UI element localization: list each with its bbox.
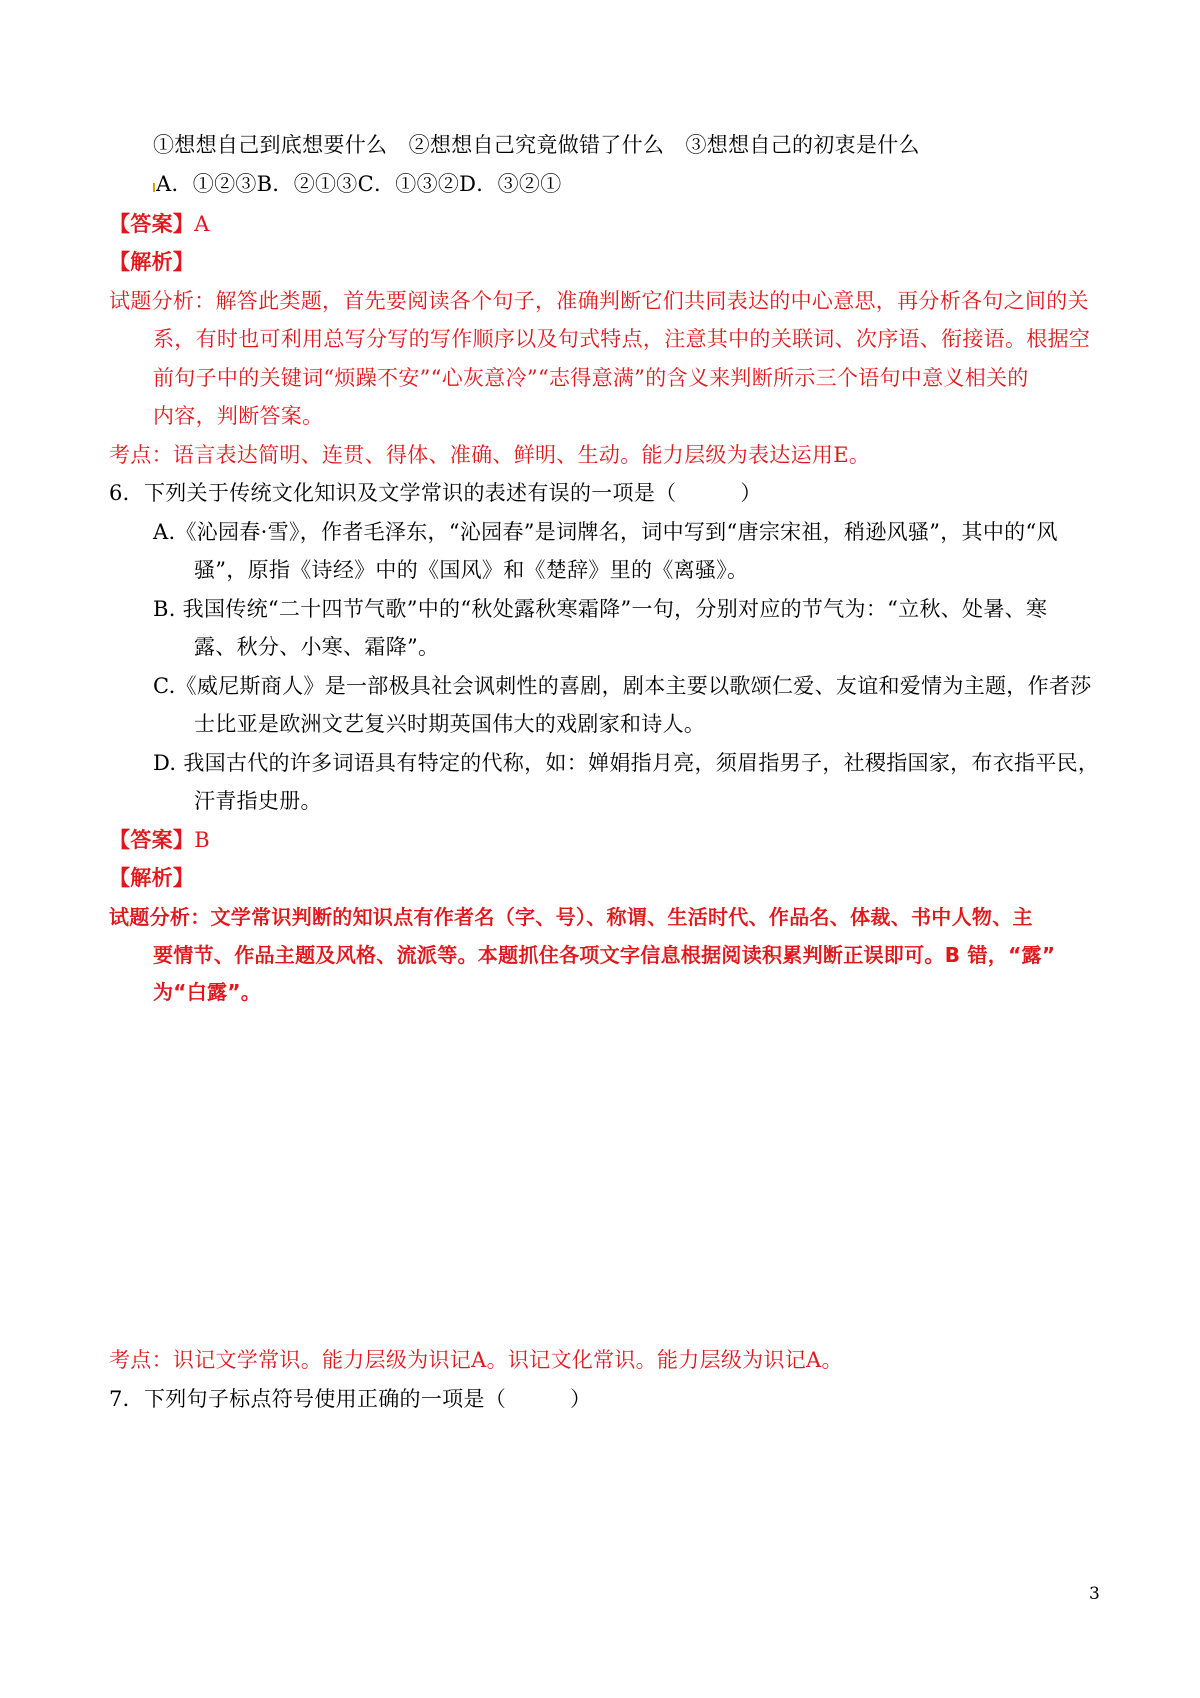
q5-analysis-line-3: 前句子中的关键词“烦躁不安”“心灰意冷”“志得意满”的含义来判断所示三个语句中意义相关的 <box>153 366 1029 390</box>
q5-analysis-line-4: 内容，判断答案。 <box>153 404 324 428</box>
q5-answer <box>109 210 210 238</box>
q6-option-d-line-2: 汗青指史册。 <box>194 789 322 813</box>
q5-analysis-label: 【解析】 <box>109 249 195 274</box>
q6-analysis-line-1: 试题分析：文学常识判断的知识点有作者名（字、号）、称谓、生活时代、作品名、体裁、书中人物、主 <box>109 905 1033 929</box>
q6-analysis-line-2: 要情节、作品主题及风格、流派等。本题抓住各项文字信息根据阅读积累判断正误即可。B 错，“露” <box>153 943 1056 967</box>
q6-stem: 6．下列关于传统文化知识及文学常识的表述有误的一项是（ ） <box>109 481 762 505</box>
highlight-mark <box>153 183 155 192</box>
q7-stem: 7．下列句子标点符号使用正确的一项是（ ） <box>109 1387 592 1411</box>
q5-analysis-line-2: 系，有时也可利用总写分写的写作顺序以及句式特点，注意其中的关联词、次序语、衔接语。根据空 <box>153 327 1091 351</box>
q6-option-b-line-1: B. 我国传统“二十四节气歌”中的“秋处露秋寒霜降”一句，分别对应的节气为：“立秋、处暑、寒 <box>153 597 1048 621</box>
q5-choices-line <box>153 170 562 198</box>
q6-kaodian: 考点：识记文学常识。能力层级为识记A。识记文化常识。能力层级为识记A。 <box>109 1348 843 1372</box>
q6-answer-label: 【答案】 <box>109 827 195 852</box>
q5-analysis-line-1: 试题分析：解答此类题，首先要阅读各个句子，准确判断它们共同表达的中心意思，再分析各句之间的关 <box>109 289 1089 313</box>
q5-answer-label: 【答案】 <box>109 211 195 236</box>
q6-analysis-label: 【解析】 <box>109 865 195 890</box>
q5-options-line: ①想想自己到底想要什么 ②想想自己究竟做错了什么 ③想想自己的初衷是什么 <box>153 133 920 157</box>
q6-option-c-line-2: 士比亚是欧洲文艺复兴时期英国伟大的戏剧家和诗人。 <box>194 712 706 736</box>
q5-choices-text: A．①②③B．②①③C．①③②D．③②① <box>156 172 562 196</box>
q5-kaodian: 考点：语言表达简明、连贯、得体、准确、鲜明、生动。能力层级为表达运用E。 <box>109 443 871 467</box>
q6-option-b-line-2: 露、秋分、小寒、霜降”。 <box>194 635 440 659</box>
q6-option-a-line-2: 骚”，原指《诗经》中的《国风》和《楚辞》里的《离骚》。 <box>194 558 749 582</box>
q6-answer <box>109 826 210 854</box>
q5-answer-value: A <box>194 212 210 236</box>
q6-answer-value: B <box>194 828 210 852</box>
q6-option-c-line-1: C.《威尼斯商人》是一部极具社会讽刺性的喜剧，剧本主要以歌颂仁爱、友谊和爱情为主题，作者莎 <box>153 674 1092 698</box>
page-number: 3 <box>1089 1584 1100 1604</box>
q6-option-a-line-1: A.《沁园春·雪》，作者毛泽东，“沁园春”是词牌名，词中写到“唐宗宋祖，稍逊风骚”，其中的“风 <box>153 520 1058 544</box>
q6-analysis-line-3: 为“白露”。 <box>153 980 262 1004</box>
q6-option-d-line-1: D. 我国古代的许多词语具有特定的代称，如：婵娟指月亮，须眉指男子，社稷指国家，布衣指平民， <box>153 751 1100 775</box>
